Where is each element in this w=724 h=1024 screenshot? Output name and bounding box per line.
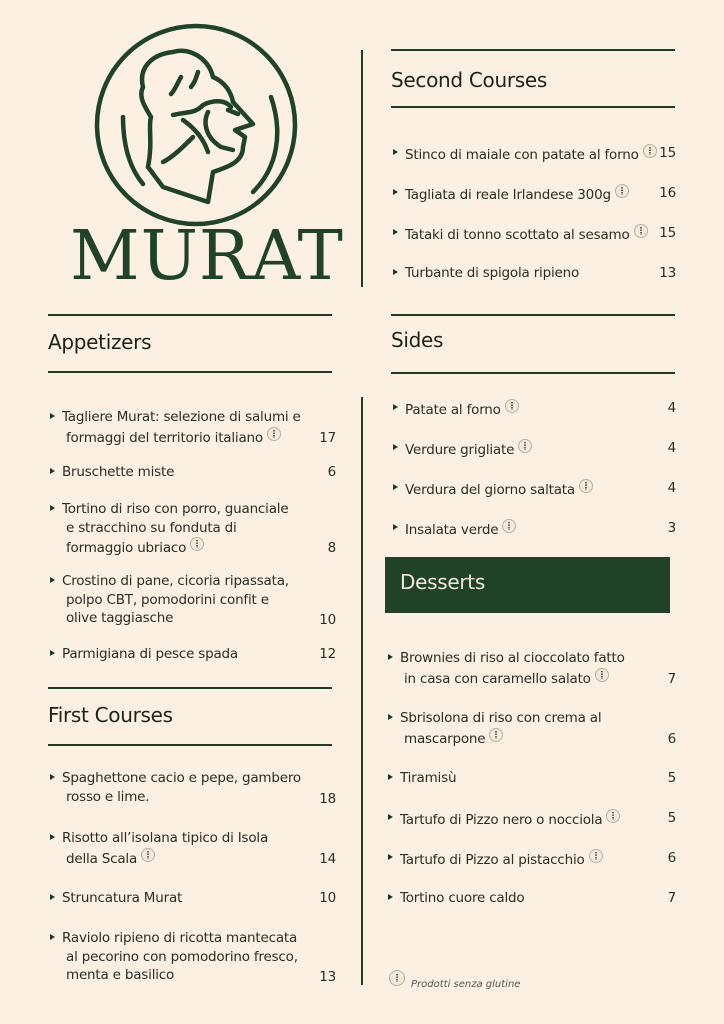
gluten-free-icon <box>141 848 155 862</box>
gluten-free-icon <box>190 537 204 551</box>
bullet-icon <box>393 404 398 410</box>
menu-item <box>393 184 676 203</box>
item-price: 10 <box>319 612 336 628</box>
divider <box>391 49 675 51</box>
gluten-free-icon <box>589 849 603 863</box>
item-price: 7 <box>667 670 676 687</box>
item-price: 14 <box>319 850 336 867</box>
item-name: Crostino di pane, cicoria ripassata, polpo CBT, pomodorini confit e olive taggiasche <box>62 573 289 626</box>
divider <box>48 314 332 316</box>
menu-item <box>388 809 676 828</box>
gluten-free-icon <box>643 144 657 158</box>
item-name: Insalata verde <box>405 519 516 540</box>
item-price: 13 <box>659 265 676 281</box>
bullet-icon <box>50 834 55 840</box>
item-price: 4 <box>667 440 676 456</box>
gluten-free-icon <box>595 668 609 682</box>
gluten-free-icon <box>634 224 648 238</box>
item-price: 16 <box>659 185 676 201</box>
bullet-icon <box>388 854 393 860</box>
gluten-free-icon <box>389 970 405 986</box>
bullet-icon <box>50 413 55 419</box>
divider <box>48 744 332 746</box>
bullet-icon <box>393 149 398 155</box>
bullet-icon <box>50 934 55 940</box>
item-name: Sbrisolona di riso con crema al mascarpone <box>400 710 602 747</box>
item-name: Brownies di riso al cioccolato fatto in casa con caramello salato <box>400 650 625 687</box>
item-price: 3 <box>667 520 676 536</box>
menu-item <box>50 408 336 445</box>
gluten-free-icon <box>615 184 629 198</box>
logo-wordmark: MURAT <box>70 217 344 296</box>
desserts-header <box>385 557 670 613</box>
gluten-free-icon <box>579 479 593 493</box>
item-price: 7 <box>667 890 676 906</box>
item-name: Risotto all’isolana tipico di Isola della Scala <box>62 830 269 867</box>
bullet-icon <box>50 505 55 511</box>
item-price: 15 <box>659 145 676 161</box>
menu-item <box>388 769 676 788</box>
bullet-icon <box>393 189 398 195</box>
item-name: Raviolo ripieno di ricotta mantecata al pecorino con pomodorino fresco, menta e basilico <box>62 930 298 983</box>
menu-item <box>393 479 676 498</box>
item-price: 18 <box>319 790 336 807</box>
menu-item <box>393 224 676 243</box>
gluten-free-legend: Prodotti senza glutine <box>389 970 520 990</box>
bullet-icon <box>50 468 55 474</box>
item-name: Tortino di riso con porro, guanciale e stracchino su fonduta di formaggio ubriaco <box>62 501 289 556</box>
menu-item <box>50 769 336 806</box>
bullet-icon <box>393 484 398 490</box>
item-price: 10 <box>319 890 336 906</box>
item-price: 12 <box>319 646 336 662</box>
gluten-free-icon <box>505 399 519 413</box>
menu-item <box>393 439 676 458</box>
item-name: Stinco di maiale con patate al forno <box>405 144 657 165</box>
item-name: Verdure grigliate <box>405 439 532 460</box>
bullet-icon <box>388 774 393 780</box>
item-price: 6 <box>667 850 676 866</box>
divider <box>391 314 675 316</box>
menu-item <box>50 645 336 664</box>
menu-item <box>393 144 676 163</box>
divider <box>48 371 332 373</box>
item-price: 8 <box>327 540 336 556</box>
item-name: Struncatura Murat <box>62 890 183 906</box>
menu-item <box>388 889 676 908</box>
item-name: Tartufo di Pizzo al pistacchio <box>400 849 603 870</box>
item-name: Bruschette miste <box>62 464 175 480</box>
item-price: 4 <box>667 480 676 496</box>
divider <box>391 106 675 108</box>
section-title-first-courses: First Courses <box>48 703 173 727</box>
menu-item <box>50 929 336 985</box>
item-name: Spaghettone cacio e pepe, gambero rosso e lime. <box>62 770 301 805</box>
menu-item <box>50 829 336 866</box>
gluten-free-icon <box>267 427 281 441</box>
item-name: Tagliere Murat: selezione di salumi e formaggi del territorio italiano <box>62 409 301 446</box>
item-price: 5 <box>667 770 676 786</box>
bullet-icon <box>393 269 398 275</box>
item-price: 17 <box>319 429 336 446</box>
section-title: Appetizers <box>48 330 152 354</box>
bullet-icon <box>388 714 393 720</box>
section-title-desserts: Desserts <box>400 570 485 594</box>
item-name: Parmigiana di pesce spada <box>62 646 238 662</box>
item-name: Tartufo di Pizzo nero o nocciola <box>400 809 620 830</box>
item-name: Tiramisù <box>400 770 457 786</box>
menu-item <box>50 500 336 556</box>
menu-item <box>50 463 336 482</box>
menu-item <box>50 889 336 908</box>
item-name: Turbante di spigola ripieno <box>405 265 580 281</box>
item-name: Tortino cuore caldo <box>400 890 525 906</box>
item-price: 13 <box>319 969 336 985</box>
bullet-icon <box>50 577 55 583</box>
section-title-sides: Sides <box>391 328 444 352</box>
column-divider-bottom <box>361 397 363 985</box>
gluten-free-icon <box>489 728 503 742</box>
item-name: Verdura del giorno saltata <box>405 479 593 500</box>
bullet-icon <box>393 444 398 450</box>
item-price: 6 <box>327 464 336 480</box>
item-price: 6 <box>667 730 676 747</box>
item-name: Tagliata di reale Irlandese 300g <box>405 184 629 205</box>
item-price: 15 <box>659 225 676 241</box>
menu-item <box>393 264 676 283</box>
item-price: 4 <box>667 400 676 416</box>
gluten-free-icon <box>606 809 620 823</box>
column-divider-top <box>361 50 363 287</box>
gluten-free-icon <box>502 519 516 533</box>
gluten-free-icon <box>518 439 532 453</box>
section-title-second-courses: Second Courses <box>391 68 548 92</box>
bullet-icon <box>388 654 393 660</box>
menu-item <box>393 399 676 418</box>
divider <box>391 372 675 374</box>
menu-item <box>388 709 676 746</box>
item-name: Patate al forno <box>405 399 519 420</box>
item-price: 5 <box>667 810 676 826</box>
bullet-icon <box>388 814 393 820</box>
bullet-icon <box>50 774 55 780</box>
divider <box>48 687 332 689</box>
bullet-icon <box>388 894 393 900</box>
menu-item <box>388 649 676 686</box>
bullet-icon <box>50 894 55 900</box>
item-name: Tataki di tonno scottato al sesamo <box>405 224 648 245</box>
menu-item <box>388 849 676 868</box>
profile-head-emblem-icon <box>93 22 299 228</box>
menu-item <box>393 519 676 538</box>
bullet-icon <box>393 229 398 235</box>
bullet-icon <box>393 524 398 530</box>
menu-item <box>50 572 336 628</box>
bullet-icon <box>50 650 55 656</box>
